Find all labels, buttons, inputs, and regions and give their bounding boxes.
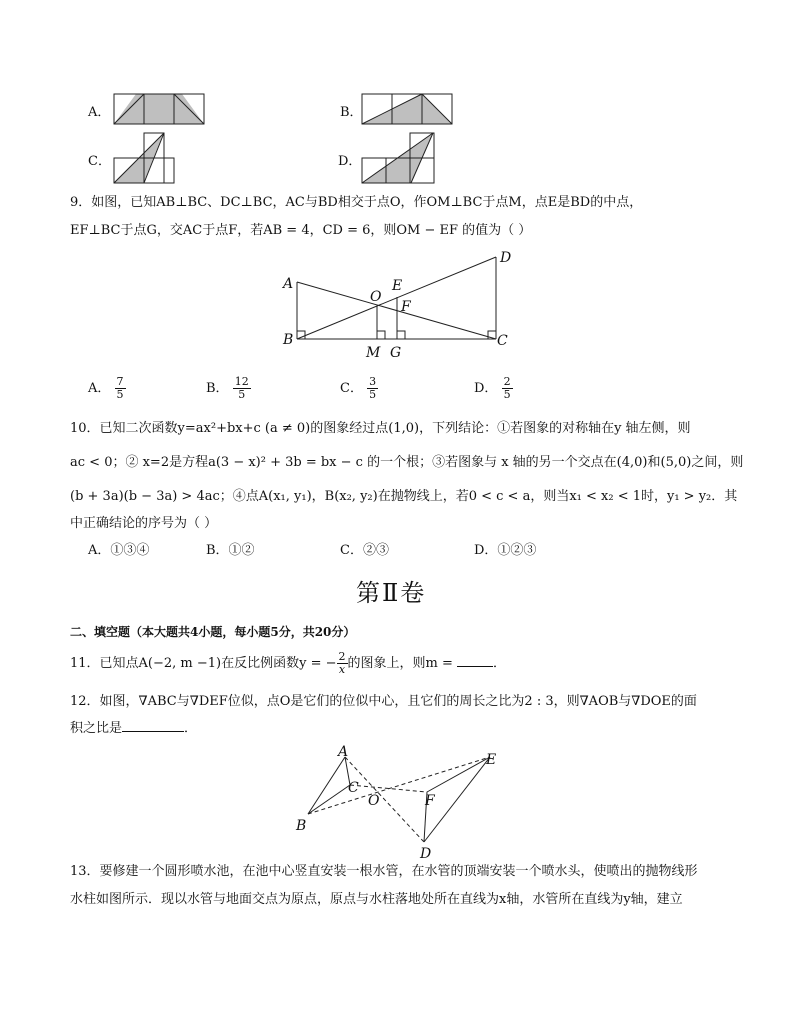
- q9-option-d-fraction: $\frac{2}{5}$: [503, 375, 511, 401]
- q9-option-d[interactable]: [474, 376, 513, 401]
- q9-label-b: B: [283, 332, 294, 348]
- q9-option-c[interactable]: [340, 376, 378, 401]
- q10-text-line1: 10．已知二次函数y=ax²+bx+c (a ≠ 0)的图象经过点(1,0)，下列结论：①若图象的对称轴在y 轴左侧，则: [70, 421, 691, 436]
- q10-text-line4: 中正确结论的序号为（ ）: [70, 516, 218, 531]
- q11-fraction: $\frac{2}{x}$: [338, 650, 346, 676]
- q10-option-c[interactable]: C．②③: [340, 543, 389, 558]
- q12-label-b: B: [296, 818, 307, 834]
- q9-label-f: F: [401, 299, 411, 315]
- q10-option-a[interactable]: A．①③④: [88, 543, 150, 558]
- section-title: 第Ⅱ卷: [356, 581, 427, 607]
- q12-label-f: F: [425, 793, 435, 809]
- q8-option-c-figure: [113, 132, 175, 184]
- q12-text-line2-wrap: [70, 720, 197, 738]
- q11-text: [70, 651, 506, 676]
- q10-option-b[interactable]: B．①②: [206, 543, 255, 558]
- q13-text-line2: 水柱如图所示．现以水管与地面交点为原点，原点与水柱落地处所在直线为x轴，水管所在直线为y轴，建立: [70, 892, 683, 907]
- q9-option-b[interactable]: [206, 376, 251, 401]
- q9-option-a-label: A．: [88, 381, 111, 396]
- q12-label-e: E: [486, 752, 497, 768]
- q9-label-g: G: [390, 345, 402, 361]
- q9-text-line2: EF⊥BC于点G，交AC于点F，若AB = 4，CD = 6，则OM − EF 的值为（ ）: [70, 223, 532, 238]
- q10-text-line2: ac < 0；② x=2是方程a(3 − x)² + 3b = bx − c 的一个根；③若图象与 x 轴的另一个交点在(4,0)和(5,0)之间，则: [70, 455, 744, 470]
- q12-answer-blank[interactable]: [122, 731, 184, 732]
- q9-label-a: A: [283, 276, 294, 292]
- q9-option-b-fraction: $\frac{12}{5}$: [234, 375, 249, 401]
- q9-label-e: E: [392, 278, 403, 294]
- q9-figure: [280, 246, 520, 361]
- q9-text-line1: 9．如图，已知AB⊥BC、DC⊥BC，AC与BD相交于点O，作OM⊥BC于点M，点E是BD的中点，: [70, 195, 643, 210]
- q11-text-end: ．: [493, 656, 507, 671]
- q8-option-d-figure: [361, 132, 435, 184]
- part2-heading: 二、填空题（本大题共4小题，每小题5分，共20分）: [70, 625, 356, 639]
- q12-label-a: A: [338, 744, 349, 760]
- q9-option-c-label: C．: [340, 381, 363, 396]
- q8-option-a-label[interactable]: A．: [88, 105, 111, 120]
- q8-option-b-label[interactable]: B．: [340, 105, 363, 120]
- q9-label-c: C: [497, 333, 508, 349]
- q9-option-c-fraction: $\frac{3}{5}$: [369, 375, 377, 401]
- q10-text-line3: (b + 3a)(b − 3a) > 4ac；④点A(x₁, y₁)，B(x₂, y₂)在抛物线上，若0 < c < a，则当x₁ < x₂ < 1时，y₁ > y₂．其: [70, 489, 738, 504]
- q8-option-c-label[interactable]: C．: [88, 154, 111, 169]
- q9-option-d-label: D．: [474, 381, 498, 396]
- q8-option-a-figure: [113, 93, 205, 125]
- q13-text-line1: 13．要修建一个圆形喷水池，在池中心竖直安装一根水管，在水管的顶端安装一个喷水头，使喷出的抛物线形: [70, 864, 698, 879]
- q11-text-after: 的图象上，则m =: [347, 656, 458, 671]
- q12-text-line2: 积之比是: [70, 721, 123, 736]
- q8-option-b-figure: [361, 93, 453, 125]
- q12-label-d: D: [420, 846, 432, 862]
- q12-text-line1: 12．如图，∇ABC与∇DEF位似，点O是它们的位似中心，且它们的周长之比为2 : 3，则∇AOB与∇DOE的面: [70, 694, 697, 709]
- q11-answer-blank[interactable]: [457, 666, 493, 667]
- q9-label-o: O: [370, 289, 382, 305]
- q9-option-b-label: B．: [206, 381, 229, 396]
- q12-label-o: O: [368, 793, 380, 809]
- q12-text-end: ．: [184, 721, 198, 736]
- q8-option-d-label[interactable]: D．: [338, 154, 362, 169]
- q9-option-a-fraction: $\frac{7}{5}$: [116, 375, 124, 401]
- q12-label-c: C: [348, 780, 359, 796]
- q9-label-m: M: [366, 345, 381, 361]
- q10-option-d[interactable]: D．①②③: [474, 543, 537, 558]
- q12-figure: [290, 742, 510, 860]
- q9-label-d: D: [500, 250, 512, 266]
- q11-text-before: 11．已知点A(−2, m −1)在反比例函数y = −: [70, 656, 337, 671]
- q9-option-a[interactable]: [88, 376, 126, 401]
